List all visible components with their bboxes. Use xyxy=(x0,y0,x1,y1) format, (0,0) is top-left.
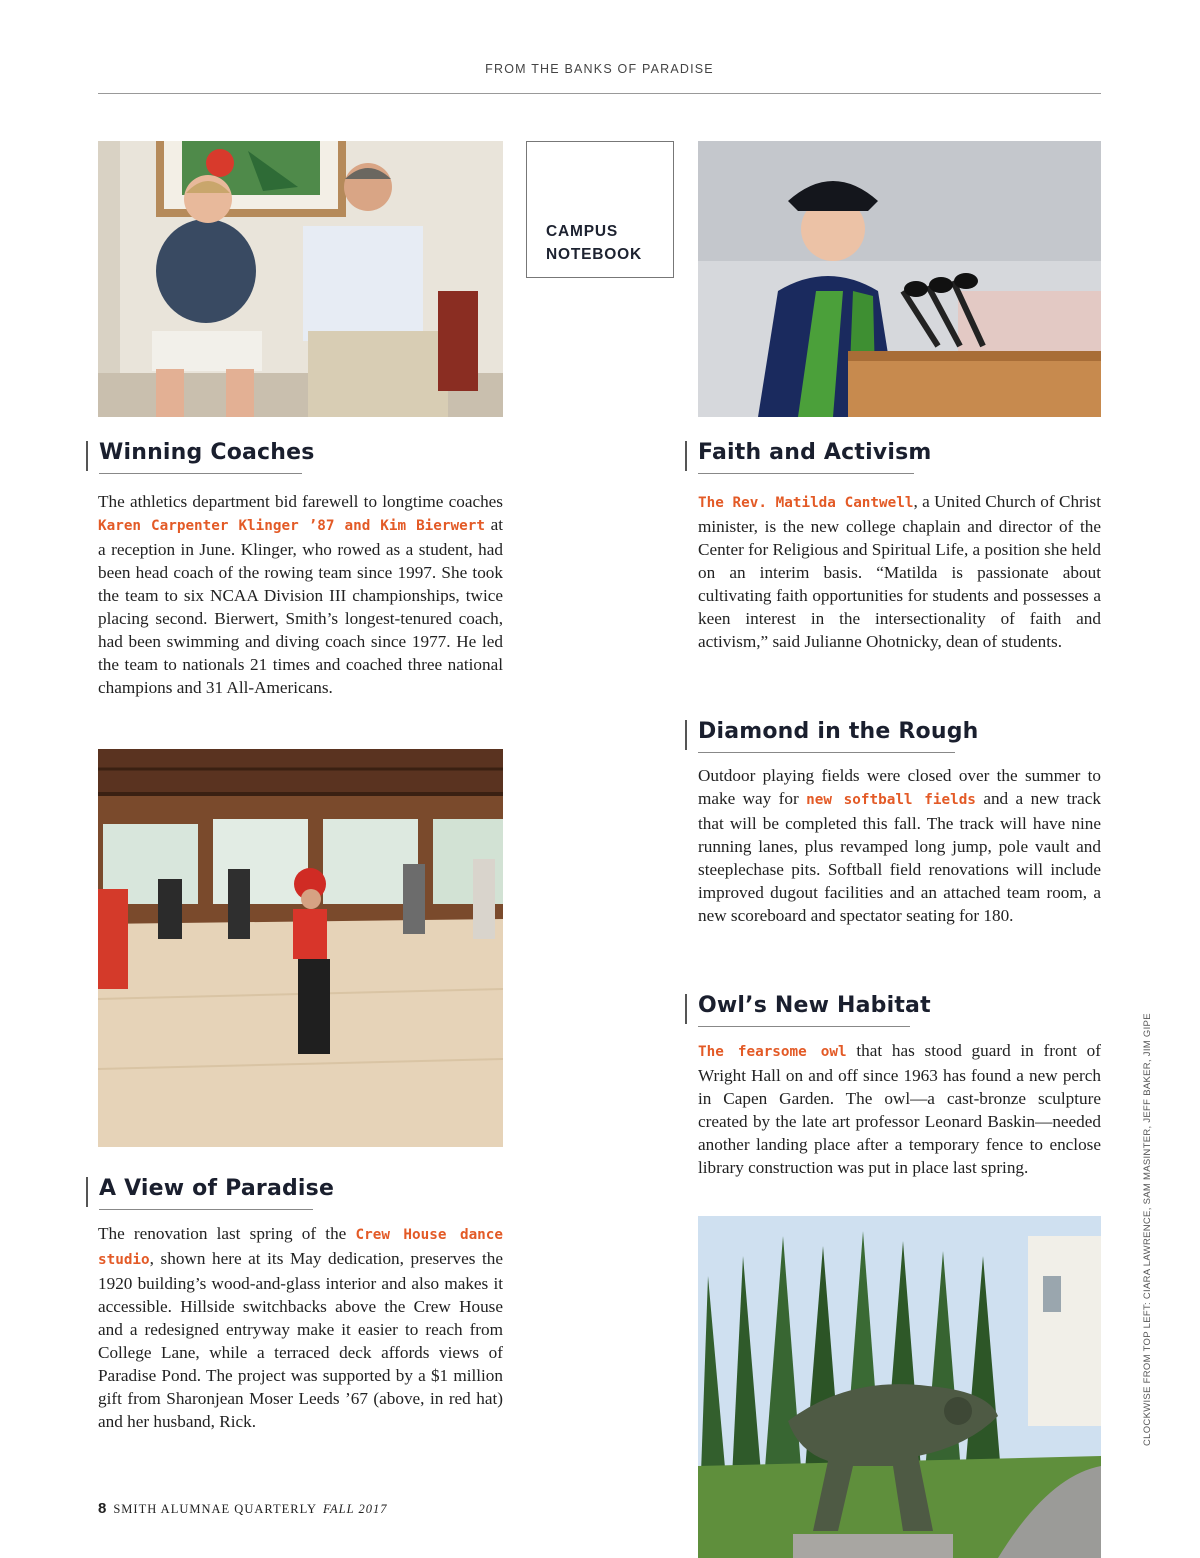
paradise-highlight: Crew House dance studio xyxy=(98,1227,503,1268)
coaches-highlight: Karen Carpenter Klinger ’87 and Kim Bierwert xyxy=(98,518,485,534)
running-head: FROM THE BANKS OF PARADISE xyxy=(98,62,1101,94)
section-title-faith-activism: Faith and Activism xyxy=(698,440,914,474)
body-winning-coaches xyxy=(98,490,503,699)
photo-credit: CLOCKWISE FROM TOP LEFT: CIARA LAWRENCE, SAM MASINTER, JEFF BAKER, JIM GIPE xyxy=(1142,1013,1153,1446)
page-folio xyxy=(98,1500,387,1517)
coaches-text-after: at a reception in June. Klinger, who rowed as a student, had been head coach of the rowing team since 1997. She took the team to six NCAA Division III championships, twice placing second. Bierwert, Smith’s longest-tenured coach, had been swimming and diving coach since 1977. He led the team to nationals 21 times and coached three national champions and 31 All-Americans. xyxy=(98,515,504,697)
chaplain-photo xyxy=(698,141,1101,417)
body-diamond-rough xyxy=(698,764,1101,927)
paradise-text-before: The renovation last spring of the xyxy=(98,1224,356,1243)
owl-highlight: The fearsome owl xyxy=(698,1044,847,1060)
page-number: 8 xyxy=(98,1500,108,1517)
campus-notebook-badge xyxy=(526,141,674,278)
coaches-text-before: The athletics department bid farewell to longtime coaches xyxy=(98,492,503,511)
section-title-diamond-rough: Diamond in the Rough xyxy=(698,719,955,753)
section-title-view-paradise: A View of Paradise xyxy=(99,1176,313,1210)
diamond-text-before: Outdoor playing fields were closed over the summer to make way for xyxy=(698,766,1101,808)
section-title-owl-habitat: Owl’s New Habitat xyxy=(698,993,910,1027)
faith-highlight: The Rev. Matilda Cantwell xyxy=(698,495,914,511)
section-title-winning-coaches: Winning Coaches xyxy=(99,440,302,474)
diamond-text-after: and a new track that will be completed this fall. The track will have nine running lanes, plus revamped long jump, pole vault and steeplechase pits. Softball field renovations will include improved dugout facilities and an attached team room, a new scoreboard and spectator seating for 180. xyxy=(698,789,1101,925)
badge-line-1: CAMPUS xyxy=(546,223,618,240)
diamond-highlight: new softball fields xyxy=(806,792,976,808)
owl-text-after: that has stood guard in front of Wright Hall on and off since 1963 has found a new perch in Capen Garden. The owl—a cast-bronze sculpture created by the late art professor Leonard Baskin—needed another landing place after a temporary fence to enclose library construction was put in place last spring. xyxy=(698,1041,1101,1177)
coaches-photo xyxy=(98,141,503,417)
badge-line-2: NOTEBOOK xyxy=(546,246,642,263)
body-view-paradise xyxy=(98,1222,503,1433)
issue-date: FALL 2017 xyxy=(322,1502,388,1516)
paradise-text-after: , shown here at its May dedication, preserves the 1920 building’s wood-and-glass interior and also makes it accessible. Hillside switchbacks above the Crew House and a redesigned entryway make it easier to reach from College Lane, while a terraced deck affords views of Paradise Pond. The project was supported by a $1 million gift from Sharonjean Moser Leeds ’67 (above, in red hat) and her husband, Rick. xyxy=(98,1249,503,1431)
body-owl-habitat xyxy=(698,1039,1101,1179)
owl-sculpture-photo xyxy=(698,1216,1101,1558)
publication-name: SMITH ALUMNAE QUARTERLY xyxy=(113,1502,317,1516)
body-faith-activism xyxy=(698,490,1101,653)
dance-studio-photo xyxy=(98,749,503,1147)
faith-text-after: , a United Church of Christ minister, is the new college chaplain and director of the Center for Religious and Spiritual Life, a position she held on an interim basis. “Matilda is passionate about cultivating faith opportunities for students and possesses a keen interest in the intersectionality of faith and activism,” said Julianne Ohotnicky, dean of students. xyxy=(698,492,1102,651)
